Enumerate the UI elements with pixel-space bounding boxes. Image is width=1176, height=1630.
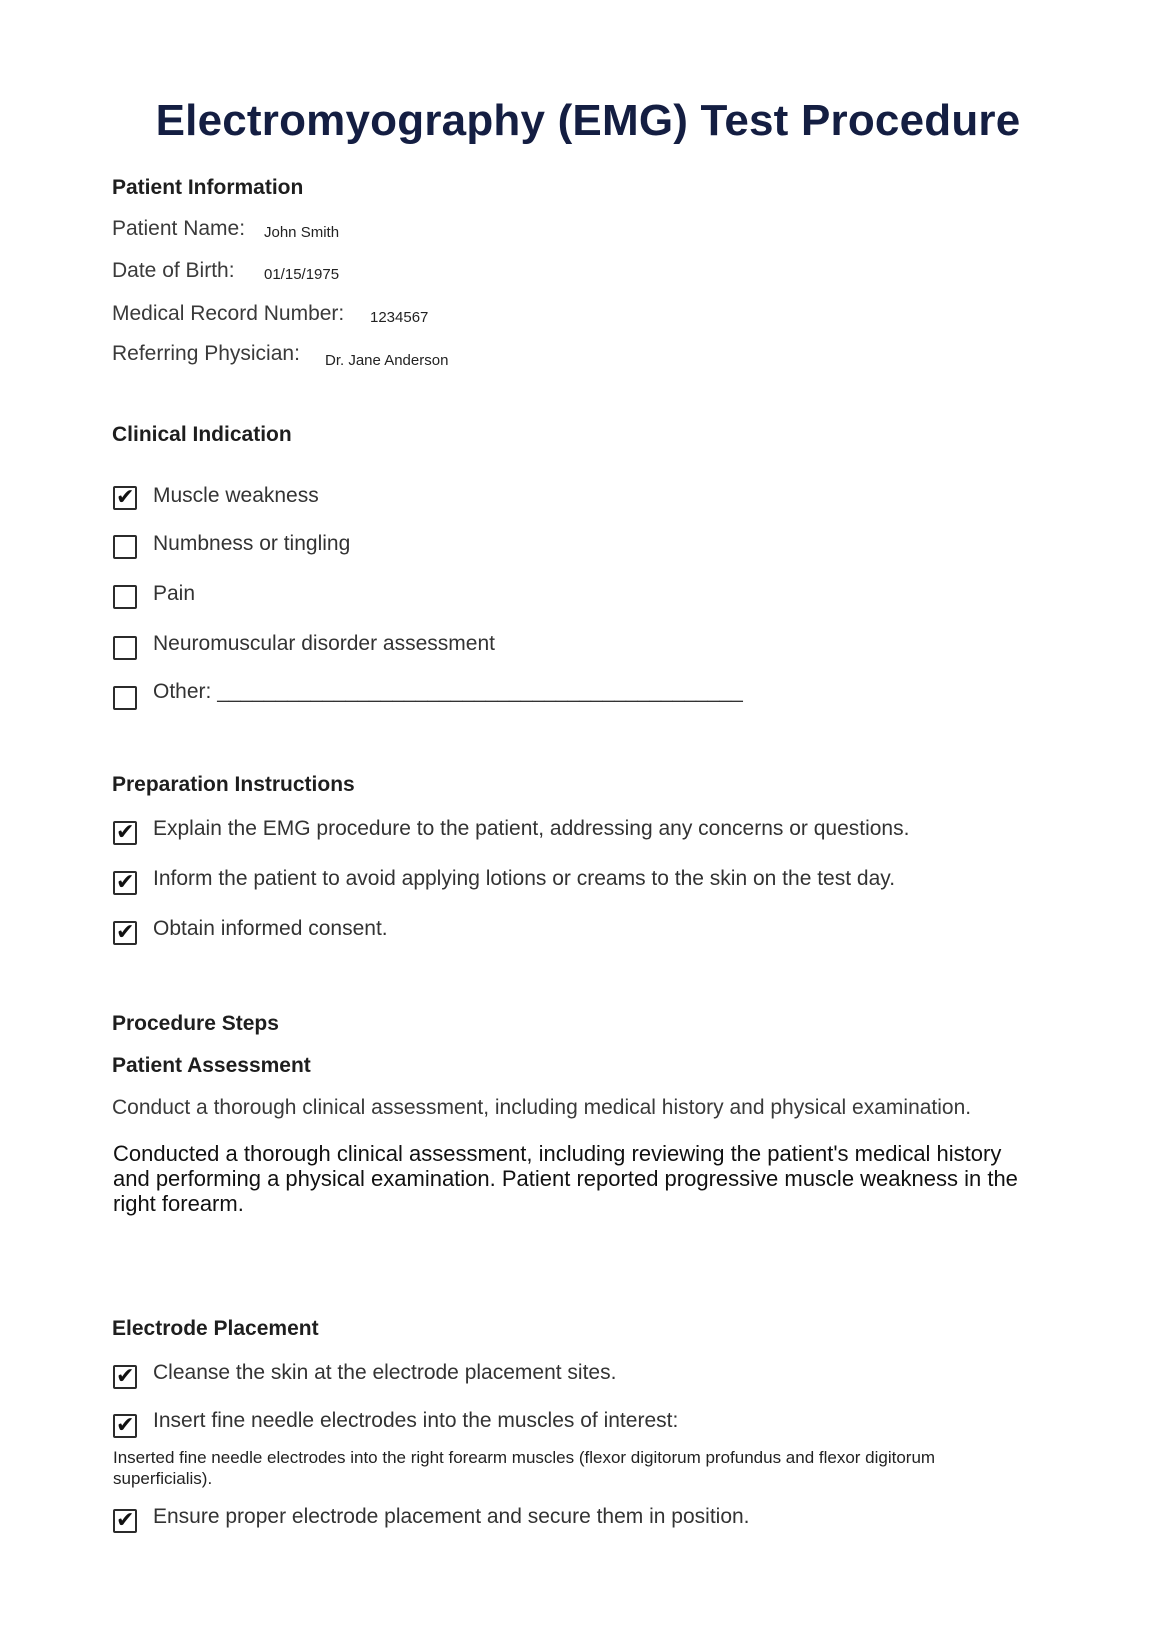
check-icon: ✔ (116, 485, 135, 510)
preparation-label: Inform the patient to avoid applying lotions or creams to the skin on the test day. (153, 867, 896, 890)
patient-assessment-heading: Patient Assessment (112, 1054, 311, 1077)
checkbox-insert-electrodes[interactable] (113, 1414, 137, 1438)
checkbox-secure-electrodes[interactable] (113, 1509, 137, 1533)
patient-info-heading: Patient Information (112, 176, 304, 199)
preparation-heading: Preparation Instructions (112, 773, 355, 796)
electrode-step-label: Cleanse the skin at the electrode placement sites. (153, 1361, 617, 1384)
check-icon: ✔ (116, 820, 135, 845)
electrode-placement-heading: Electrode Placement (112, 1317, 319, 1340)
indication-label: Pain (153, 582, 196, 605)
procedure-steps-heading: Procedure Steps (112, 1012, 279, 1035)
indication-label: Muscle weakness (153, 484, 319, 507)
checkbox-cleanse-skin[interactable] (113, 1365, 137, 1389)
checkbox-avoid-lotions[interactable] (113, 871, 137, 895)
check-icon: ✔ (116, 1413, 135, 1438)
indication-label: Numbness or tingling (153, 532, 351, 555)
patient-name-value[interactable]: John Smith (264, 224, 340, 241)
preparation-label: Explain the EMG procedure to the patient, addressing any concerns or questions. (153, 817, 910, 840)
checkbox-pain[interactable] (113, 585, 137, 609)
dob-label: Date of Birth: (112, 259, 235, 282)
checkbox-explain-procedure[interactable] (113, 821, 137, 845)
preparation-label: Obtain informed consent. (153, 917, 388, 940)
clinical-indication-heading: Clinical Indication (112, 423, 292, 446)
page-title: Electromyography (EMG) Test Procedure (155, 96, 1021, 145)
patient-assessment-instruction: Conduct a thorough clinical assessment, including medical history and physical examination. (112, 1096, 972, 1119)
check-icon: ✔ (116, 1508, 135, 1533)
patient-name-label: Patient Name: (112, 217, 246, 240)
electrode-step-label: Insert fine needle electrodes into the muscles of interest: (153, 1409, 679, 1432)
checkbox-informed-consent[interactable] (113, 921, 137, 945)
mrn-value[interactable]: 1234567 (370, 309, 429, 326)
checkbox-numbness[interactable] (113, 535, 137, 559)
checkbox-other[interactable] (113, 686, 137, 710)
checkbox-muscle-weakness[interactable] (113, 486, 137, 510)
electrode-step-label: Ensure proper electrode placement and secure them in position. (153, 1505, 750, 1528)
checkbox-neuromuscular[interactable] (113, 636, 137, 660)
check-icon: ✔ (116, 920, 135, 945)
patient-assessment-notes[interactable]: Conducted a thorough clinical assessment, including reviewing the patient's medical history and performing a physical examination. Patient reported progressive muscle weakness in the right forearm. (113, 1141, 1018, 1216)
indication-other-field[interactable]: Other: _____________________________________________ (153, 680, 743, 703)
check-icon: ✔ (116, 1364, 135, 1389)
physician-label: Referring Physician: (112, 342, 300, 365)
dob-value[interactable]: 01/15/1975 (264, 266, 340, 283)
mrn-label: Medical Record Number: (112, 302, 345, 325)
indication-label: Neuromuscular disorder assessment (153, 632, 495, 655)
physician-value[interactable]: Dr. Jane Anderson (325, 352, 449, 369)
check-icon: ✔ (116, 870, 135, 895)
electrode-insert-note[interactable]: Inserted fine needle electrodes into the right forearm muscles (flexor digitorum profundus and flexor digitorum superficialis). (113, 1448, 936, 1488)
